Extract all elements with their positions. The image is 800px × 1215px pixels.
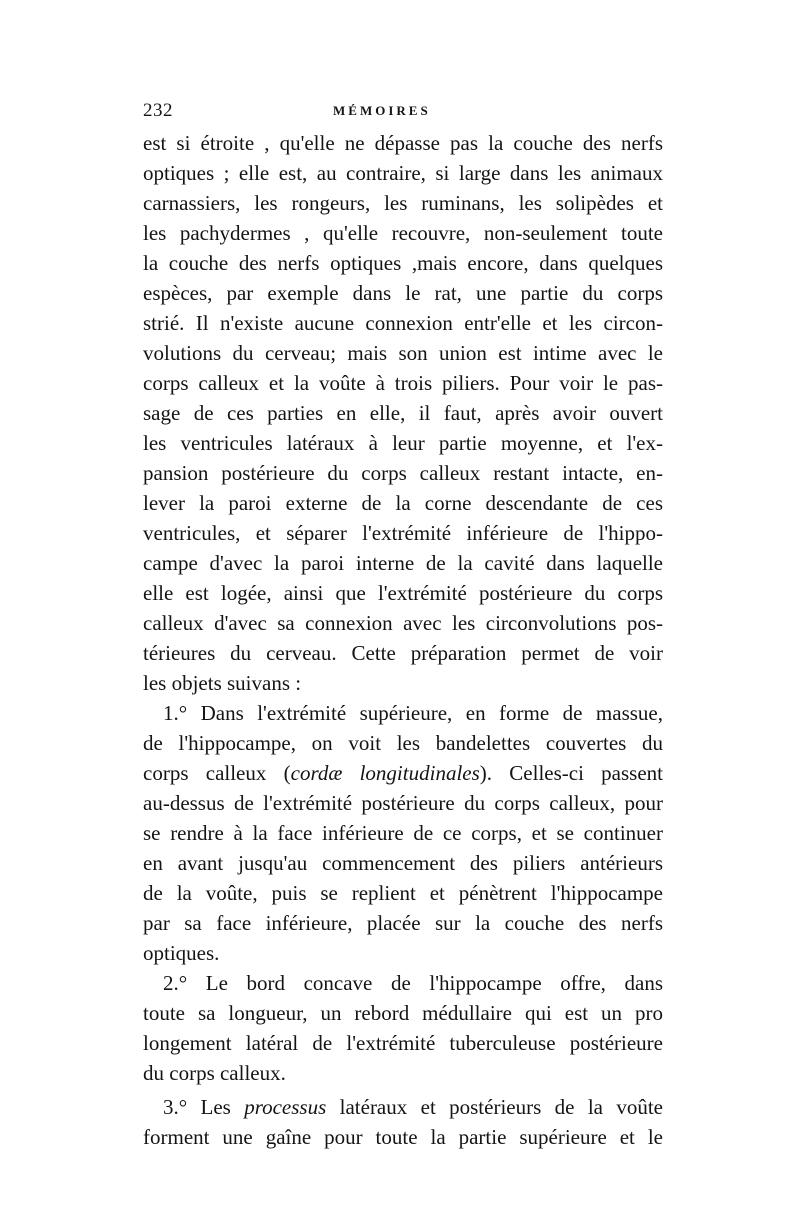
text-segment: 3.° Les xyxy=(163,1095,245,1119)
text-line: les objets suivans : xyxy=(143,671,302,695)
text-line: longement latéral de l'extrémité tuberculeuse postérieure xyxy=(143,1031,663,1055)
text-line: par sa face inférieure, placée sur la couche des nerfs xyxy=(143,911,663,935)
text-line: pansion postérieure du corps calleux restant intacte, en- xyxy=(143,461,663,485)
text-line: au-dessus de l'extrémité postérieure du corps calleux, pour xyxy=(143,791,663,815)
text-line: calleux d'avec sa connexion avec les circonvolutions pos- xyxy=(143,611,663,635)
text-line: 2.° Le bord concave de l'hippocampe offre, dans xyxy=(163,971,663,995)
text-line: ventricules, et séparer l'extrémité inférieure de l'hippo- xyxy=(143,521,663,545)
text-line: strié. Il n'existe aucune connexion entr'elle et les circon- xyxy=(143,311,663,335)
text-line: les ventricules latéraux à leur partie moyenne, et l'ex- xyxy=(143,431,663,455)
text-line: du corps calleux. xyxy=(143,1061,286,1085)
text-line: optiques ; elle est, au contraire, si large dans les animaux xyxy=(143,161,663,185)
page-number: 232 xyxy=(143,100,173,121)
text-line: 1.° Dans l'extrémité supérieure, en forme de massue, xyxy=(163,701,663,725)
latin-term: cordæ longitudinales xyxy=(290,761,480,785)
text-line xyxy=(143,1092,663,1122)
text-line: sage de ces parties en elle, il faut, après avoir ouvert xyxy=(143,401,663,425)
text-line xyxy=(143,758,663,788)
running-head: MÉMOIRES xyxy=(333,103,431,118)
text-line: carnassiers, les rongeurs, les ruminans, les solipèdes et xyxy=(143,191,663,215)
latin-term: processus xyxy=(244,1095,327,1119)
text-line: corps calleux et la voûte à trois piliers. Pour voir le pas- xyxy=(143,371,663,395)
text-line: lever la paroi externe de la corne descendante de ces xyxy=(143,491,663,515)
page-header xyxy=(143,100,663,124)
body-text xyxy=(143,128,663,1152)
text-line: espèces, par exemple dans le rat, une partie du corps xyxy=(143,281,663,305)
text-line: est si étroite , qu'elle ne dépasse pas la couche des nerfs xyxy=(143,131,663,155)
text-line: les pachydermes , qu'elle recouvre, non-seulement toute xyxy=(143,221,663,245)
text-line: optiques. xyxy=(143,941,220,965)
text-segment: corps calleux ( xyxy=(143,761,291,785)
text-line: de la voûte, puis se replient et pénètrent l'hippocampe xyxy=(143,881,663,905)
text-line: forment une gaîne pour toute la partie supérieure et le xyxy=(143,1125,663,1149)
text-line: elle est logée, ainsi que l'extrémité postérieure du corps xyxy=(143,581,663,605)
text-line: de l'hippocampe, on voit les bandelettes couvertes du xyxy=(143,731,663,755)
text-segment: latéraux et postérieurs de la voûte xyxy=(326,1095,663,1119)
text-segment: ). Celles-ci passent xyxy=(479,761,663,785)
text-line: campe d'avec la paroi interne de la cavité dans laquelle xyxy=(143,551,663,575)
text-line: en avant jusqu'au commencement des piliers antérieurs xyxy=(143,851,663,875)
text-line: térieures du cerveau. Cette préparation permet de voir xyxy=(143,641,663,665)
text-line: la couche des nerfs optiques ,mais encore, dans quelques xyxy=(143,251,663,275)
text-line: toute sa longueur, un rebord médullaire qui est un pro xyxy=(143,1001,663,1025)
text-line: se rendre à la face inférieure de ce corps, et se continuer xyxy=(143,821,663,845)
text-line: volutions du cerveau; mais son union est intime avec le xyxy=(143,341,663,365)
